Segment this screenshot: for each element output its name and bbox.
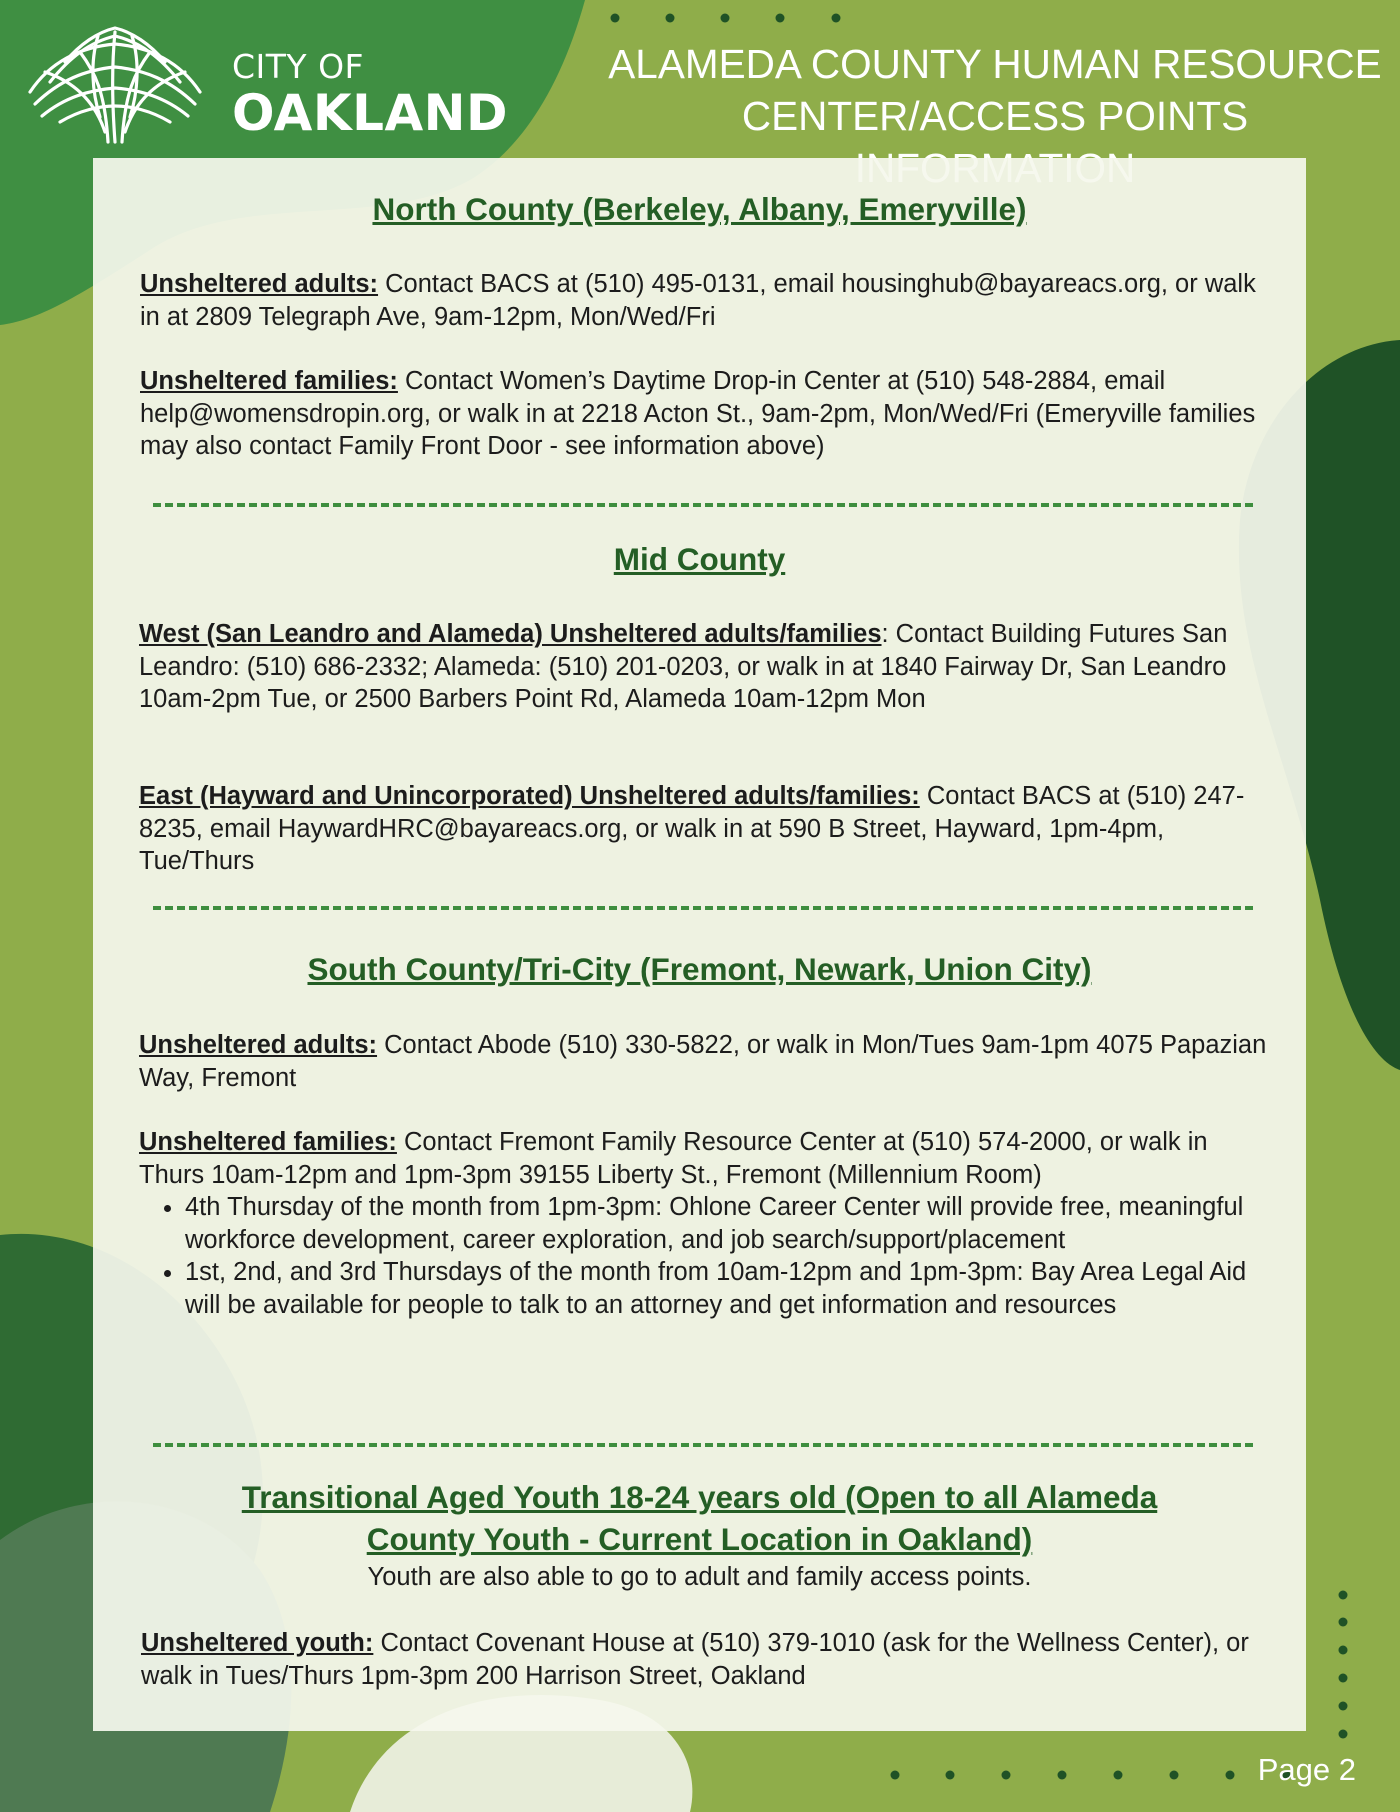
south-adults-paragraph bbox=[139, 1029, 1279, 1094]
page-title-line2: CENTER/ACCESS POINTS bbox=[741, 93, 1249, 139]
youth-subtitle: Youth are also able to go to adult and family access points. bbox=[367, 1563, 1032, 1591]
oak-tree-icon bbox=[20, 22, 210, 147]
north-families-text: Contact Women’s Daytime Drop-in Center at (510) 548-2884, email help@womensdropin.org, or walk in at 2218 Acton St., 9am-2pm, Mon/Wed/Fri (Emeryville families may also contact Family Front Door - see information above) bbox=[140, 367, 1256, 460]
mid-west-paragraph bbox=[139, 618, 1269, 716]
south-families-label: Unsheltered families: bbox=[139, 1128, 397, 1156]
north-county-heading: North County (Berkeley, Albany, Emeryville) bbox=[372, 191, 1027, 227]
south-adults-label: Unsheltered adults: bbox=[139, 1031, 378, 1059]
north-adults-paragraph bbox=[140, 268, 1280, 333]
youth-heading-line2: County Youth - Current Location in Oakland) bbox=[366, 1521, 1033, 1557]
south-county-heading: South County/Tri-City (Fremont, Newark, Union City) bbox=[307, 951, 1092, 987]
section-divider bbox=[153, 906, 1253, 910]
mid-county-heading: Mid County bbox=[613, 541, 786, 577]
south-families-paragraph bbox=[139, 1126, 1279, 1191]
list-item: • 4th Thursday of the month from 1pm-3pm: Ohlone Career Center will provide free, meaningful workforce development, career exploration, and job search/support/placement bbox=[185, 1191, 1279, 1256]
south-adults-text: Contact Abode (510) 330-5822, or walk in Mon/Tues 9am-1pm 4075 Papazian Way, Fremont bbox=[139, 1031, 1267, 1092]
north-adults-text: Contact BACS at (510) 495-0131, email housinghub@bayareacs.org, or walk in at 2809 Telegraph Ave, 9am-12pm, Mon/Wed/Fri bbox=[140, 270, 1256, 331]
youth-paragraph bbox=[141, 1627, 1271, 1692]
youth-text: Contact Covenant House at (510) 379-1010 (ask for the Wellness Center), or walk in Tues/Thurs 1pm-3pm 200 Harrison Street, Oakland bbox=[141, 1629, 1249, 1690]
city-of-oakland-logo bbox=[20, 22, 520, 147]
mid-east-text: Contact BACS at (510) 247-8235, email HaywardHRC@bayareacs.org, or walk in at 590 B Street, Hayward, 1pm-4pm, Tue/Thurs bbox=[139, 782, 1245, 875]
page-number: Page 2 bbox=[1257, 1752, 1356, 1787]
section-divider bbox=[153, 503, 1253, 507]
north-families-paragraph bbox=[140, 365, 1280, 463]
mid-west-text: : Contact Building Futures San Leandro: (510) 686-2332; Alameda: (510) 201-0203, or walk in at 1840 Fairway Dr, San Leandro 10am-2pm Tue, or 2500 Barbers Point Rd, Alameda 10am-12pm Mon bbox=[139, 620, 1228, 713]
mid-west-label: West (San Leandro and Alameda) Unsheltered adults/families bbox=[139, 620, 882, 648]
logo-oakland: OAKLAND bbox=[232, 84, 509, 142]
south-families-block bbox=[139, 1126, 1279, 1321]
mid-east-paragraph bbox=[139, 780, 1269, 878]
south-families-bullets bbox=[139, 1191, 1279, 1321]
north-families-label: Unsheltered families: bbox=[140, 367, 398, 395]
youth-heading bbox=[93, 1476, 1306, 1560]
section-divider bbox=[153, 1443, 1253, 1447]
south-families-text: Contact Fremont Family Resource Center at (510) 574-2000, or walk in Thurs 10am-12pm and 1pm-3pm 39155 Liberty St., Fremont (Millennium Room) bbox=[139, 1128, 1208, 1189]
youth-label: Unsheltered youth: bbox=[141, 1629, 374, 1657]
mid-east-label: East (Hayward and Unincorporated) Unsheltered adults/families: bbox=[139, 782, 920, 810]
youth-heading-line1: Transitional Aged Youth 18-24 years old (Open to all Alameda bbox=[241, 1479, 1158, 1515]
logo-city-of: CITY OF bbox=[232, 47, 365, 86]
north-adults-label: Unsheltered adults: bbox=[140, 270, 379, 298]
list-item: • 1st, 2nd, and 3rd Thursdays of the month from 10am-12pm and 1pm-3pm: Bay Area Legal Aid will be available for people to talk to an attorney and get information and resources bbox=[185, 1256, 1279, 1321]
page-title-line1: ALAMEDA COUNTY HUMAN RESOURCE bbox=[608, 41, 1382, 87]
